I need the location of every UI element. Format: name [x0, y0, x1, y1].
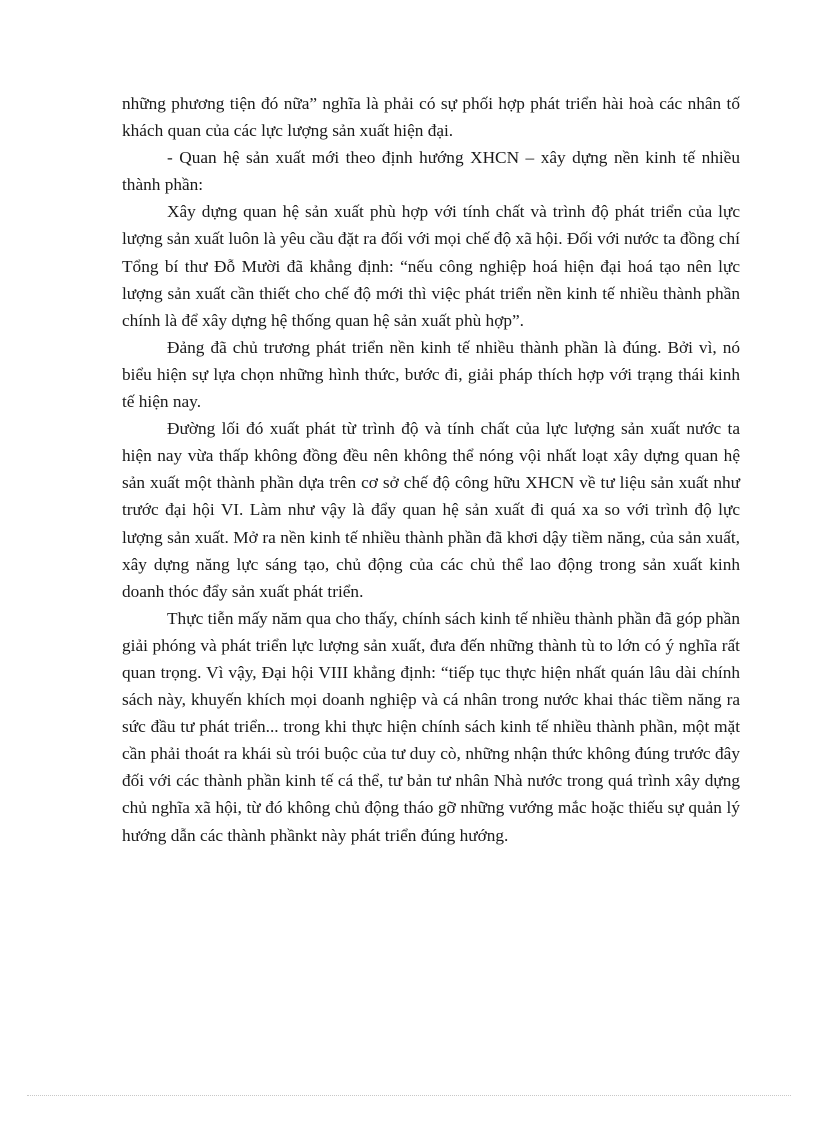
paragraph-practical-results: Thực tiễn mấy năm qua cho thấy, chính sách kinh tế nhiều thành phần đã góp phần giải phóng và phát triển lực lượng sản xuất, đưa đến những thành tù to lớn có ý nghĩa rất quan trọng. Vì vậy, Đại hội VIII khẳng định: “tiếp tục thực hiện nhất quán lâu dài chính sách này, khuyến khích mọi doanh nghiệp và cá nhân trong nước khai thác tiềm năng ra sức đầu tư phát triển... trong khi thực hiện chính sách kinh tế nhiều thành phần, một mặt cần phải thoát ra khái sù trói buộc của tư duy cò, những nhận thức không đúng trước đây đối với các thành phần kinh tế cá thể, tư bản tư nhân Nhà nước trong quá trình xây dựng chủ nghĩa xã hội, từ đó không chủ động tháo gỡ những vướng mắc hoặc thiếu sự quản lý hướng dẫn các thành phầnkt này phát triển đúng hướng. [122, 608, 740, 845]
paragraph-production-relations: Xây dựng quan hệ sản xuất phù hợp với tính chất và trình độ phát triển của lực lượng sản xuất luôn là yêu cầu đặt ra đối với mọi chế độ xã hội. Đối với nước ta đồng chí Tổng bí thư Đỗ Mười đã khẳng định: “nếu công nghiệp hoá hiện đại hoá tạo nên lực lượng sản xuất cần thiết cho chế độ mới thì việc phát triển nền kinh tế nhiều thành phần chính là để xây dựng hệ thống quan hệ sản xuất phù hợp”. [122, 202, 740, 330]
page-bottom-divider [27, 1095, 791, 1096]
paragraph-continuation: những phương tiện đó nữa” nghĩa là phải có sự phối hợp phát triển hài hoà các nhân tố khách quan của các lực lượng sản xuất hiện đại. [122, 94, 740, 141]
paragraph-guideline-origin: Đường lối đó xuất phát từ trình độ và tính chất của lực lượng sản xuất nước ta hiện nay vừa thấp không đồng đều nên không thể nóng vội nhất loạt xây dựng quan hệ sản xuất một thành phần dựa trên cơ sở chế độ công hữu XHCN về tư liệu sản xuất như trước đại hội VI. Làm như vậy là đẩy quan hệ sản xuất đi quá xa so với trình độ lực lượng sản xuất. Mở ra nền kinh tế nhiều thành phần đã khơi dậy tiềm năng, của sản xuất, xây dựng năng lực sáng tạo, chủ động của các chủ thể lao động trong sản xuất kinh doanh thóc đẩy sản xuất phát triển. [122, 419, 740, 601]
document-body [122, 90, 740, 849]
paragraph-section-heading: - Quan hệ sản xuất mới theo định hướng XHCN – xây dựng nền kinh tế nhiều thành phần: [122, 148, 740, 195]
paragraph-party-policy: Đảng đã chủ trương phát triển nền kinh tế nhiều thành phần là đúng. Bởi vì, nó biểu hiện sự lựa chọn những hình thức, bước đi, giải pháp thích hợp với trạng thái kinh tế hiện nay. [122, 337, 740, 412]
